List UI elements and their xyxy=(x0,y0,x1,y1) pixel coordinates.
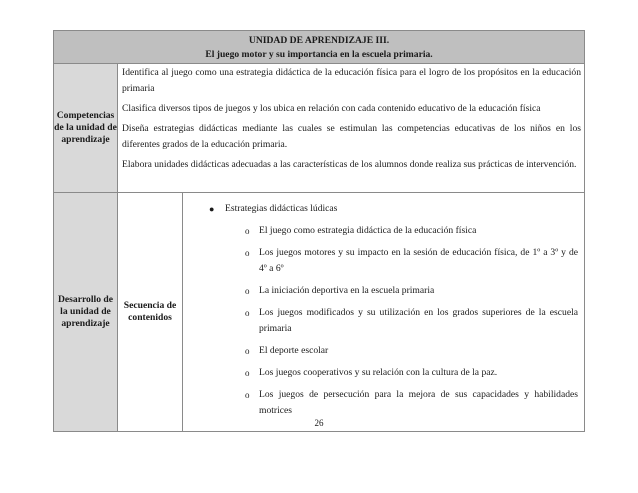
sub-item xyxy=(245,245,578,277)
circle-bullet-icon: o xyxy=(245,286,250,296)
sub-item-text: Los juegos modificados y su utilización en los grados superiores de la escuela primaria xyxy=(259,307,579,334)
competencia-item: Clasifica diversos tipos de juegos y los ubica en relación con cada contenido educativo de la educación física xyxy=(122,103,541,114)
sub-item-text: Los juegos motores y su impacto en la sesión de educación física, de 1º a 3º y de 4º a 6º xyxy=(259,247,579,274)
desarrollo-row xyxy=(54,193,585,432)
bullet-dot-icon: ● xyxy=(209,204,215,214)
header-row xyxy=(54,31,585,64)
sub-item-text: Los juegos cooperativos y su relación con la cultura de la paz. xyxy=(259,367,498,378)
sub-list xyxy=(209,223,578,419)
competencia-item: Identifica al juego como una estrategia didáctica de la educación física para el logro de los propósitos en la educación primaria xyxy=(122,67,582,94)
contenidos-cell xyxy=(183,193,585,432)
circle-bullet-icon: o xyxy=(245,368,250,378)
bullet-item xyxy=(209,201,578,217)
competencias-content xyxy=(118,64,585,193)
competencias-label: Competencias de la unidad de aprendizaje xyxy=(54,64,118,193)
competencias-row xyxy=(54,64,585,193)
circle-bullet-icon: o xyxy=(245,308,250,318)
sub-item xyxy=(245,305,578,337)
page-number: 26 xyxy=(314,418,324,428)
circle-bullet-icon: o xyxy=(245,390,250,400)
sub-item-text: El juego como estrategia didáctica de la educación física xyxy=(259,225,477,236)
unit-header xyxy=(54,31,585,64)
unit-subtitle: El juego motor y su importancia en la escuela primaria. xyxy=(205,48,433,60)
circle-bullet-icon: o xyxy=(245,248,250,258)
circle-bullet-icon: o xyxy=(245,346,250,356)
sub-item xyxy=(245,283,578,299)
sub-item-text: Los juegos de persecución para la mejora de sus capacidades y habilidades motrices xyxy=(259,389,579,416)
unit-table xyxy=(53,30,585,432)
secuencia-label: Secuencia de contenidos xyxy=(118,193,183,432)
sub-item-text: El deporte escolar xyxy=(259,345,329,356)
circle-bullet-icon: o xyxy=(245,226,250,236)
sub-item xyxy=(245,223,578,239)
desarrollo-label: Desarrollo de la unidad de aprendizaje xyxy=(54,193,118,432)
sub-item xyxy=(245,343,578,359)
sub-item-text: La iniciación deportiva en la escuela primaria xyxy=(259,285,435,296)
bullet-text: Estrategias didácticas lúdicas xyxy=(225,203,338,214)
sub-item xyxy=(245,365,578,381)
competencia-item: Elabora unidades didácticas adecuadas a las características de los alumnos donde realiza sus prácticas de intervención. xyxy=(122,159,577,170)
sub-item xyxy=(245,387,578,419)
unit-title: UNIDAD DE APRENDIZAJE III. xyxy=(248,34,390,46)
competencia-item: Diseña estrategias didácticas mediante las cuales se estimulan las competencias educativas de los niños en los diferentes grados de la educación primaria. xyxy=(122,123,582,150)
